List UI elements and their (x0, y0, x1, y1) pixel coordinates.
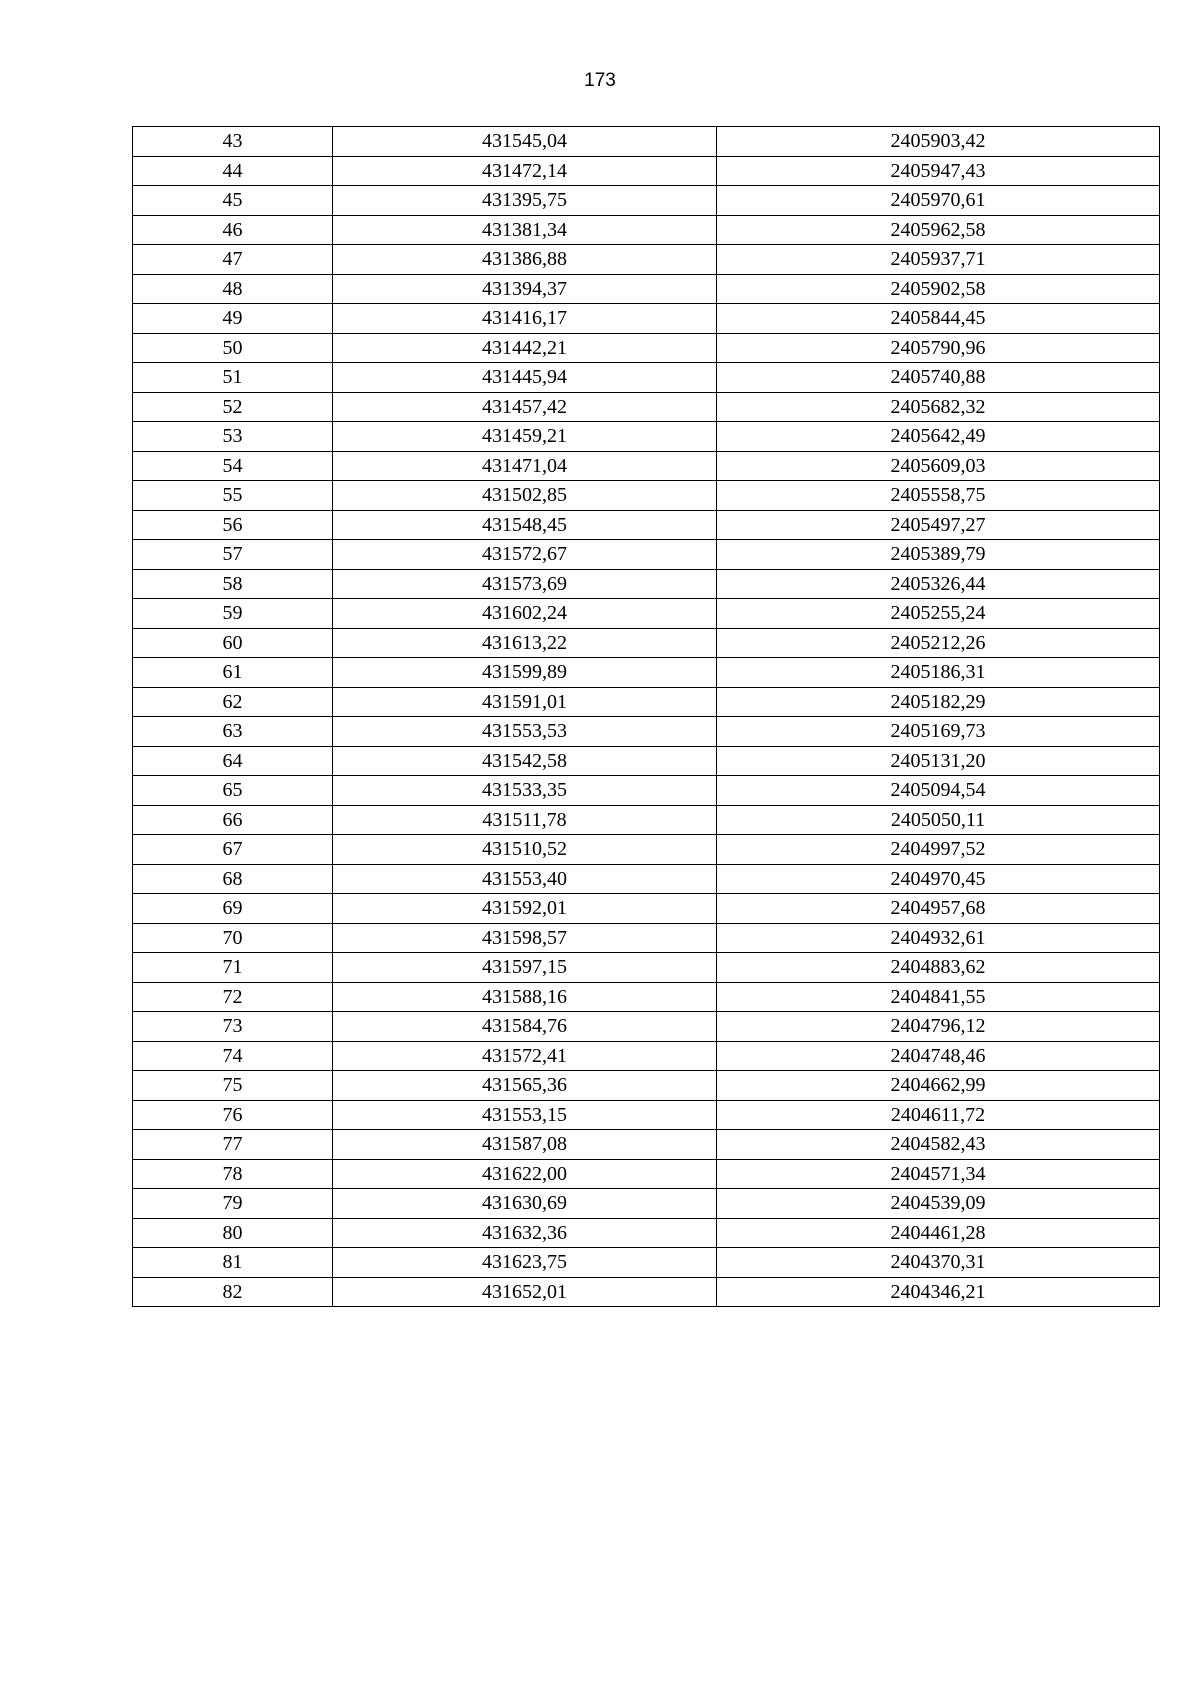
point-number-cell: 63 (133, 717, 333, 747)
point-number-cell: 64 (133, 746, 333, 776)
table-row (133, 1277, 1160, 1307)
x-coordinate-cell: 431613,22 (333, 628, 717, 658)
table-row (133, 186, 1160, 216)
x-coordinate-cell: 431588,16 (333, 982, 717, 1012)
y-coordinate-cell: 2405497,27 (717, 510, 1160, 540)
page-number: 173 (584, 70, 616, 91)
coordinates-table-body (133, 127, 1160, 1307)
x-coordinate-cell: 431652,01 (333, 1277, 717, 1307)
x-coordinate-cell: 431597,15 (333, 953, 717, 983)
point-number-cell: 53 (133, 422, 333, 452)
x-coordinate-cell: 431381,34 (333, 215, 717, 245)
point-number-cell: 67 (133, 835, 333, 865)
table-row (133, 392, 1160, 422)
table-row (133, 127, 1160, 157)
y-coordinate-cell: 2404571,34 (717, 1159, 1160, 1189)
point-number-cell: 66 (133, 805, 333, 835)
point-number-cell: 75 (133, 1071, 333, 1101)
table-row (133, 1041, 1160, 1071)
y-coordinate-cell: 2404796,12 (717, 1012, 1160, 1042)
table-row (133, 245, 1160, 275)
point-number-cell: 59 (133, 599, 333, 629)
y-coordinate-cell: 2405050,11 (717, 805, 1160, 835)
point-number-cell: 74 (133, 1041, 333, 1071)
point-number-cell: 47 (133, 245, 333, 275)
x-coordinate-cell: 431457,42 (333, 392, 717, 422)
y-coordinate-cell: 2405903,42 (717, 127, 1160, 157)
point-number-cell: 51 (133, 363, 333, 393)
y-coordinate-cell: 2405962,58 (717, 215, 1160, 245)
point-number-cell: 65 (133, 776, 333, 806)
y-coordinate-cell: 2404748,46 (717, 1041, 1160, 1071)
table-row (133, 156, 1160, 186)
point-number-cell: 76 (133, 1100, 333, 1130)
point-number-cell: 43 (133, 127, 333, 157)
x-coordinate-cell: 431573,69 (333, 569, 717, 599)
table-row (133, 599, 1160, 629)
y-coordinate-cell: 2404370,31 (717, 1248, 1160, 1278)
x-coordinate-cell: 431632,36 (333, 1218, 717, 1248)
table-row (133, 540, 1160, 570)
y-coordinate-cell: 2404611,72 (717, 1100, 1160, 1130)
table-row (133, 1189, 1160, 1219)
table-row (133, 1012, 1160, 1042)
table-row (133, 510, 1160, 540)
point-number-cell: 73 (133, 1012, 333, 1042)
x-coordinate-cell: 431630,69 (333, 1189, 717, 1219)
table-row (133, 1100, 1160, 1130)
point-number-cell: 57 (133, 540, 333, 570)
point-number-cell: 60 (133, 628, 333, 658)
x-coordinate-cell: 431553,53 (333, 717, 717, 747)
y-coordinate-cell: 2405558,75 (717, 481, 1160, 511)
y-coordinate-cell: 2404841,55 (717, 982, 1160, 1012)
y-coordinate-cell: 2405212,26 (717, 628, 1160, 658)
point-number-cell: 69 (133, 894, 333, 924)
table-row (133, 687, 1160, 717)
point-number-cell: 81 (133, 1248, 333, 1278)
y-coordinate-cell: 2405389,79 (717, 540, 1160, 570)
x-coordinate-cell: 431459,21 (333, 422, 717, 452)
x-coordinate-cell: 431548,45 (333, 510, 717, 540)
x-coordinate-cell: 431542,58 (333, 746, 717, 776)
point-number-cell: 56 (133, 510, 333, 540)
y-coordinate-cell: 2404970,45 (717, 864, 1160, 894)
y-coordinate-cell: 2404932,61 (717, 923, 1160, 953)
table-row (133, 835, 1160, 865)
table-row (133, 864, 1160, 894)
y-coordinate-cell: 2404582,43 (717, 1130, 1160, 1160)
table-row (133, 451, 1160, 481)
point-number-cell: 48 (133, 274, 333, 304)
x-coordinate-cell: 431572,67 (333, 540, 717, 570)
table-row (133, 1071, 1160, 1101)
x-coordinate-cell: 431395,75 (333, 186, 717, 216)
y-coordinate-cell: 2404662,99 (717, 1071, 1160, 1101)
table-row (133, 304, 1160, 334)
y-coordinate-cell: 2404883,62 (717, 953, 1160, 983)
point-number-cell: 62 (133, 687, 333, 717)
y-coordinate-cell: 2404957,68 (717, 894, 1160, 924)
x-coordinate-cell: 431623,75 (333, 1248, 717, 1278)
y-coordinate-cell: 2404461,28 (717, 1218, 1160, 1248)
x-coordinate-cell: 431591,01 (333, 687, 717, 717)
x-coordinate-cell: 431445,94 (333, 363, 717, 393)
y-coordinate-cell: 2405131,20 (717, 746, 1160, 776)
x-coordinate-cell: 431545,04 (333, 127, 717, 157)
x-coordinate-cell: 431587,08 (333, 1130, 717, 1160)
table-row (133, 894, 1160, 924)
x-coordinate-cell: 431553,40 (333, 864, 717, 894)
y-coordinate-cell: 2405790,96 (717, 333, 1160, 363)
table-row (133, 776, 1160, 806)
point-number-cell: 72 (133, 982, 333, 1012)
table-row (133, 746, 1160, 776)
point-number-cell: 54 (133, 451, 333, 481)
y-coordinate-cell: 2405902,58 (717, 274, 1160, 304)
point-number-cell: 45 (133, 186, 333, 216)
point-number-cell: 55 (133, 481, 333, 511)
point-number-cell: 61 (133, 658, 333, 688)
x-coordinate-cell: 431511,78 (333, 805, 717, 835)
x-coordinate-cell: 431533,35 (333, 776, 717, 806)
point-number-cell: 79 (133, 1189, 333, 1219)
table-row (133, 274, 1160, 304)
coordinates-table (132, 126, 1160, 1307)
point-number-cell: 78 (133, 1159, 333, 1189)
x-coordinate-cell: 431622,00 (333, 1159, 717, 1189)
table-row (133, 481, 1160, 511)
table-row (133, 1218, 1160, 1248)
point-number-cell: 58 (133, 569, 333, 599)
y-coordinate-cell: 2405255,24 (717, 599, 1160, 629)
y-coordinate-cell: 2405094,54 (717, 776, 1160, 806)
x-coordinate-cell: 431442,21 (333, 333, 717, 363)
table-row (133, 717, 1160, 747)
y-coordinate-cell: 2404539,09 (717, 1189, 1160, 1219)
point-number-cell: 77 (133, 1130, 333, 1160)
y-coordinate-cell: 2405326,44 (717, 569, 1160, 599)
table-row (133, 1130, 1160, 1160)
x-coordinate-cell: 431584,76 (333, 1012, 717, 1042)
point-number-cell: 82 (133, 1277, 333, 1307)
y-coordinate-cell: 2404346,21 (717, 1277, 1160, 1307)
x-coordinate-cell: 431553,15 (333, 1100, 717, 1130)
x-coordinate-cell: 431471,04 (333, 451, 717, 481)
point-number-cell: 80 (133, 1218, 333, 1248)
table-row (133, 215, 1160, 245)
point-number-cell: 70 (133, 923, 333, 953)
table-row (133, 1159, 1160, 1189)
point-number-cell: 46 (133, 215, 333, 245)
y-coordinate-cell: 2405682,32 (717, 392, 1160, 422)
point-number-cell: 50 (133, 333, 333, 363)
x-coordinate-cell: 431599,89 (333, 658, 717, 688)
x-coordinate-cell: 431572,41 (333, 1041, 717, 1071)
x-coordinate-cell: 431565,36 (333, 1071, 717, 1101)
y-coordinate-cell: 2405740,88 (717, 363, 1160, 393)
table-row (133, 982, 1160, 1012)
x-coordinate-cell: 431592,01 (333, 894, 717, 924)
table-row (133, 333, 1160, 363)
table-row (133, 923, 1160, 953)
y-coordinate-cell: 2405937,71 (717, 245, 1160, 275)
point-number-cell: 44 (133, 156, 333, 186)
y-coordinate-cell: 2404997,52 (717, 835, 1160, 865)
y-coordinate-cell: 2405844,45 (717, 304, 1160, 334)
table-row (133, 363, 1160, 393)
x-coordinate-cell: 431598,57 (333, 923, 717, 953)
x-coordinate-cell: 431394,37 (333, 274, 717, 304)
point-number-cell: 71 (133, 953, 333, 983)
table-row (133, 422, 1160, 452)
y-coordinate-cell: 2405169,73 (717, 717, 1160, 747)
table-row (133, 805, 1160, 835)
y-coordinate-cell: 2405970,61 (717, 186, 1160, 216)
x-coordinate-cell: 431510,52 (333, 835, 717, 865)
point-number-cell: 68 (133, 864, 333, 894)
y-coordinate-cell: 2405609,03 (717, 451, 1160, 481)
x-coordinate-cell: 431386,88 (333, 245, 717, 275)
table-row (133, 953, 1160, 983)
y-coordinate-cell: 2405642,49 (717, 422, 1160, 452)
table-row (133, 658, 1160, 688)
x-coordinate-cell: 431416,17 (333, 304, 717, 334)
table-row (133, 628, 1160, 658)
y-coordinate-cell: 2405186,31 (717, 658, 1160, 688)
x-coordinate-cell: 431502,85 (333, 481, 717, 511)
y-coordinate-cell: 2405182,29 (717, 687, 1160, 717)
table-row (133, 569, 1160, 599)
table-row (133, 1248, 1160, 1278)
point-number-cell: 52 (133, 392, 333, 422)
x-coordinate-cell: 431472,14 (333, 156, 717, 186)
point-number-cell: 49 (133, 304, 333, 334)
y-coordinate-cell: 2405947,43 (717, 156, 1160, 186)
x-coordinate-cell: 431602,24 (333, 599, 717, 629)
